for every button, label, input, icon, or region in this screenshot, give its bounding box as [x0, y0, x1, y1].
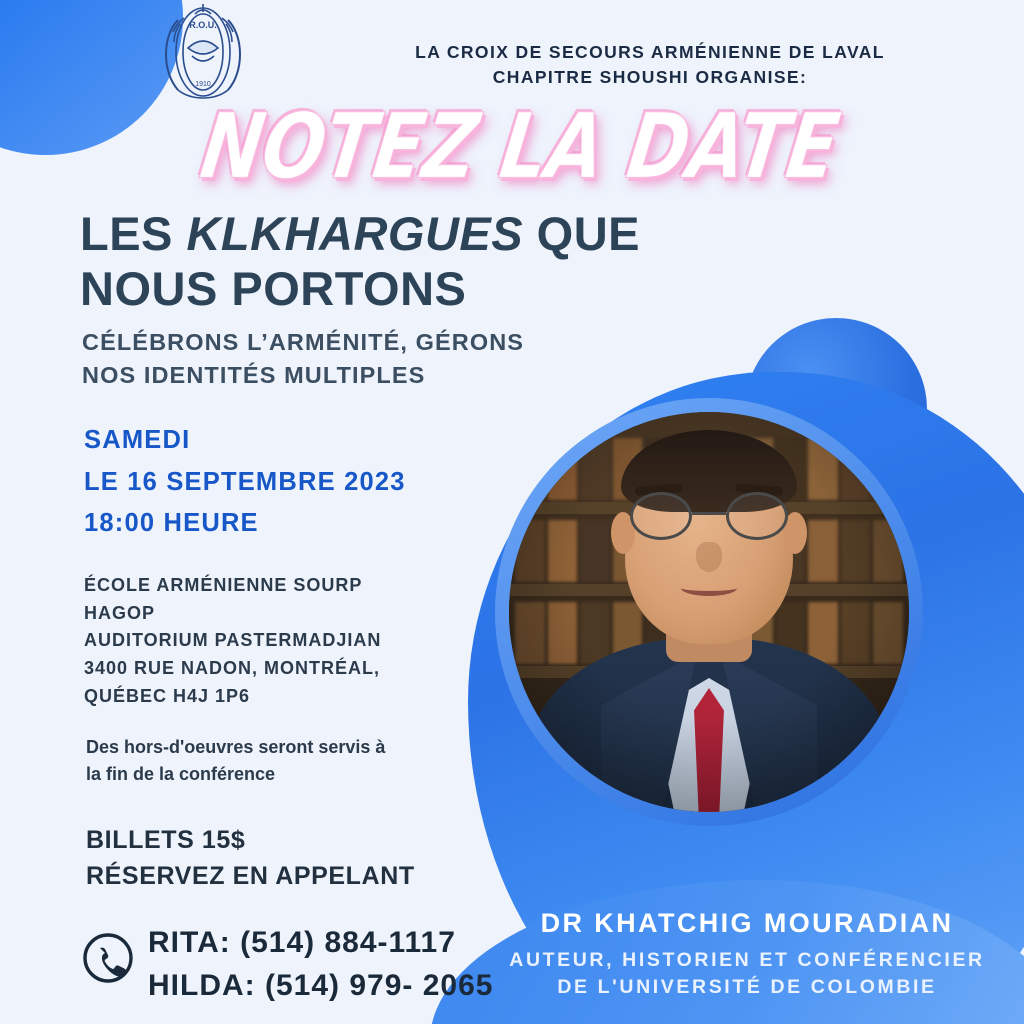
speaker-role: [470, 947, 1024, 1001]
venue-block: [84, 572, 484, 711]
speaker-portrait-frame: [495, 398, 923, 826]
reservation-instruction: RÉSERVEZ EN APPELANT: [86, 862, 415, 890]
event-day: SAMEDI: [84, 426, 191, 454]
subtitle: [82, 326, 642, 392]
title-line-1-emphasis: KLKHARGUES: [186, 207, 524, 260]
title-line-1: [80, 206, 780, 261]
save-the-date-banner: [80, 94, 960, 200]
venue-line-2: HAGOP: [84, 602, 156, 623]
venue-address-line-2: QUÉBEC H4J 1P6: [84, 685, 251, 706]
venue-address-line-1: 3400 RUE NADON, MONTRÉAL,: [84, 658, 381, 679]
title-line-1-pre: LES: [80, 207, 187, 260]
speaker-role-line-1: AUTEUR, HISTORIEN ET CONFÉRENCIER: [509, 949, 985, 971]
speaker-caption: [470, 908, 1024, 1001]
tickets-block: [86, 822, 506, 894]
venue-line-1: ÉCOLE ARMÉNIENNE SOURP: [84, 575, 363, 595]
subtitle-line-1: CÉLÉBRONS L’ARMÉNITÉ, GÉRONS: [82, 329, 525, 355]
refreshments-note-line-2: la fin de la conférence: [86, 764, 276, 784]
title-line-1-post: QUE: [523, 207, 641, 260]
event-time: 18:00 HEURE: [84, 509, 259, 538]
page-title: [80, 206, 780, 317]
speaker-role-line-2: DE L'UNIVERSITÉ DE COLOMBIE: [557, 975, 937, 998]
organizer-line-2: CHAPITRE SHOUSHI ORGANISE:: [492, 67, 808, 88]
refreshments-note: [86, 734, 466, 788]
refreshments-note-line-1: Des hors-d'oeuvres seront servis à: [86, 737, 386, 757]
ticket-price: BILLETS 15$: [86, 826, 246, 854]
contact-phone-rita: RITA: (514) 884-1117: [148, 926, 456, 959]
subtitle-line-2: NOS IDENTITÉS MULTIPLES: [82, 361, 426, 388]
organizer-line-1: LA CROIX DE SECOURS ARMÉNIENNE DE LAVAL: [415, 42, 885, 62]
event-date: LE 16 SEPTEMBRE 2023: [84, 467, 406, 496]
speaker-name: DR KHATCHIG MOURADIAN: [540, 908, 954, 938]
event-date-block: [84, 420, 406, 545]
phone-icon: [82, 932, 134, 984]
contact-phone-list: [148, 922, 493, 1007]
contact-phone-hilda: HILDA: (514) 979- 2065: [148, 968, 494, 1002]
title-line-2: NOUS PORTONS: [80, 262, 467, 316]
save-the-date-text: NOTEZ LA DATE: [195, 94, 845, 200]
portrait-vignette: [509, 412, 909, 812]
speaker-portrait: [509, 412, 909, 812]
svg-text:1910: 1910: [195, 81, 211, 88]
emblem-top-text: R.O.U.: [189, 20, 217, 30]
organizer-heading: [300, 40, 1000, 91]
venue-line-3: AUDITORIUM PASTERMADJIAN: [84, 630, 382, 651]
